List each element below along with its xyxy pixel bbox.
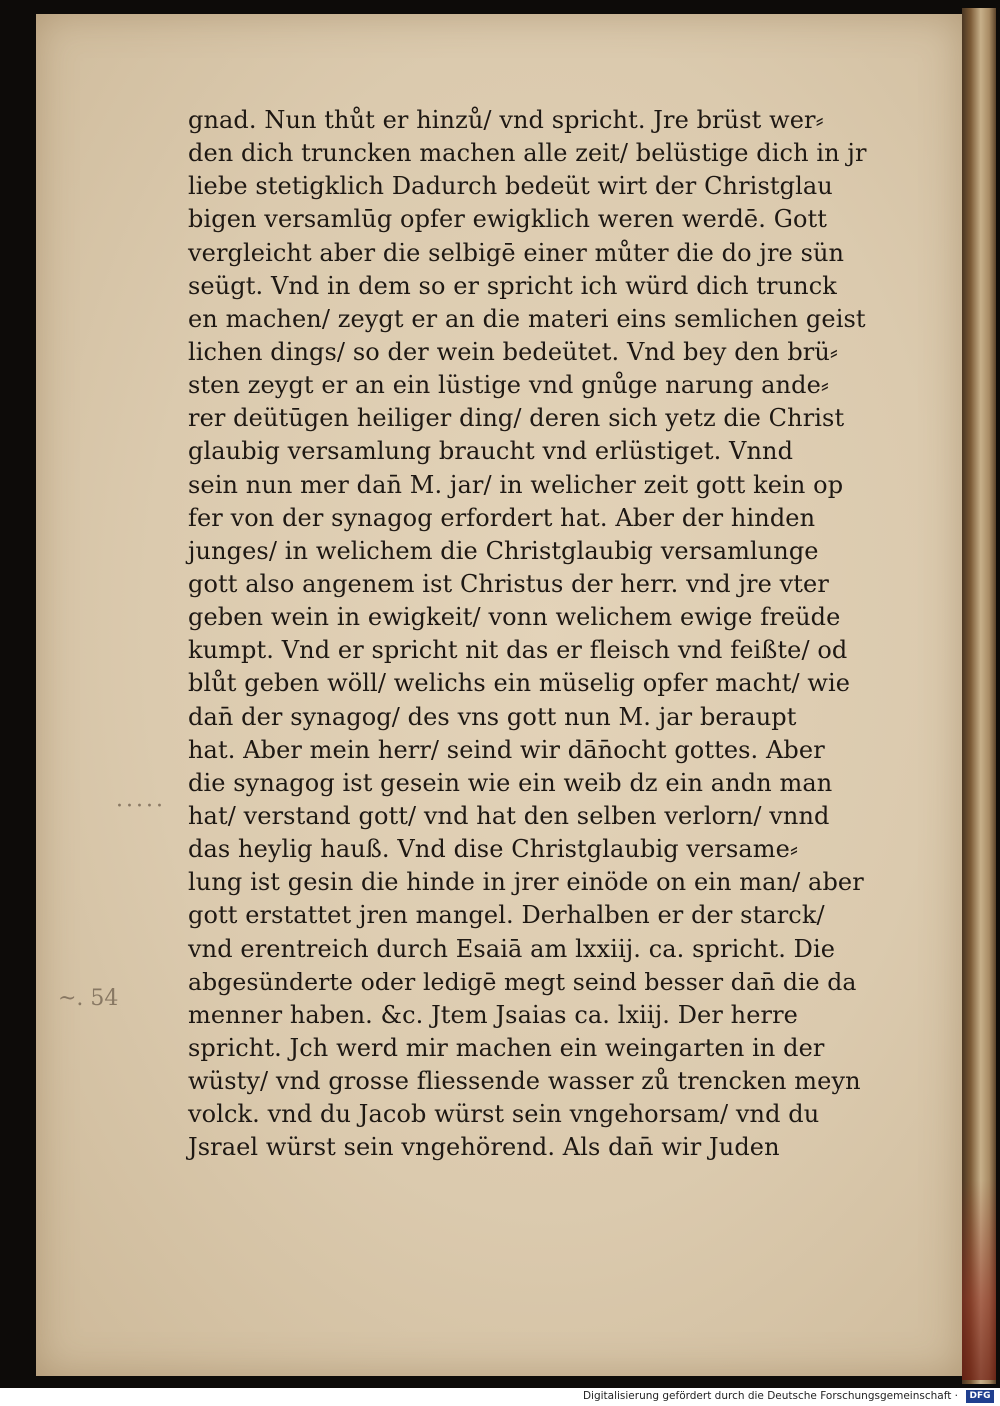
text-line: rer deütūgen heiliger ding/ deren sich yetz die Christ	[188, 404, 845, 433]
text-line: geben wein in ewigkeit/ vonn welichem ewige freüde	[188, 603, 841, 632]
text-line: lichen dings/ so der wein bedeütet. Vnd bey den brü⸗	[188, 337, 839, 366]
footer-credit: Digitalisierung gefördert durch die Deutsche Forschungsgemeinschaft ·	[582, 1390, 958, 1402]
text-line: hat/ verstand gott/ vnd hat den selben verlorn/ vnnd	[188, 801, 830, 830]
text-line: dan̄ der synagog/ des vns gott nun M. jar beraupt	[188, 702, 797, 731]
text-line: sten zeygt er an ein lüstige vnd gnůge narung ande⸗	[188, 371, 829, 400]
text-line: seügt. Vnd in dem so er spricht ich würd dich trunck	[188, 271, 837, 300]
text-line: lung ist gesin die hinde in jrer einöde on ein man/ aber	[188, 868, 864, 897]
text-line: Jsrael würst sein vngehörend. Als dan̄ wir Juden	[188, 1133, 780, 1162]
text-line: gnad. Nun thůt er hinzů/ vnd spricht. Jre brüst wer⸗	[188, 106, 824, 134]
text-line: die synagog ist gesein wie ein weib dz ein andn man	[188, 768, 833, 797]
text-line: hat. Aber mein herr/ seind wir dān̄ocht gottes. Aber	[188, 735, 825, 764]
text-line: vnd erentreich durch Esaiā am lxxiij. ca. spricht. Die	[188, 934, 836, 963]
text-line: volck. vnd du Jacob würst sein vngehorsam/ vnd du	[188, 1100, 820, 1129]
dfg-logo[interactable]: DFG	[966, 1390, 994, 1403]
text-line: bigen versamlūg opfer ewigklich weren werdē. Gott	[188, 205, 828, 234]
page-edge	[962, 8, 996, 1384]
text-line: fer von der synagog erfordert hat. Aber der hinden	[188, 503, 816, 532]
text-line: spricht. Jch werd mir machen ein weingarten in der	[188, 1033, 825, 1062]
text-line: junges/ in welichem die Christglaubig versamlunge	[188, 536, 819, 565]
text-line: gott erstattet jren mangel. Derhalben er der starck/	[188, 901, 825, 930]
page-edge-stain	[962, 1180, 996, 1380]
text-line: liebe stetigklich Dadurch bedeüt wirt der Christglau	[188, 172, 833, 201]
margin-dots: ·····	[116, 794, 166, 819]
text-line: vergleicht aber die selbigē einer můter die do jre sün	[188, 238, 845, 267]
text-line: gott also angenem ist Christus der herr. vnd jre vter	[188, 569, 829, 598]
text-line: abgesünderte oder ledigē megt seind besser dan̄ die da	[188, 967, 857, 996]
text-line: menner haben. &c. Jtem Jsaias ca. lxiij. Der herre	[188, 1000, 798, 1029]
text-line: en machen/ zeygt er an die materi eins semlichen geist	[188, 304, 866, 333]
margin-note: ~. 54	[58, 986, 119, 1011]
text-line: kumpt. Vnd er spricht nit das er fleisch vnd feißte/ od	[188, 636, 848, 665]
text-line: wüsty/ vnd grosse fliessende wasser zů trencken meyn	[188, 1067, 861, 1096]
footer-bar	[0, 1388, 1000, 1406]
text-line: den dich truncken machen alle zeit/ belüstige dich in jr	[188, 139, 867, 168]
body-text	[188, 104, 868, 1165]
text-line: sein nun mer dan̄ M. jar/ in welicher zeit gott kein op	[188, 470, 844, 499]
text-line: das heylig hauß. Vnd dise Christglaubig versame⸗	[188, 835, 799, 864]
text-line: glaubig versamlung braucht vnd erlüstiget. Vnnd	[188, 437, 794, 466]
text-line: blůt geben wöll/ welichs ein müselig opfer macht/ wie	[188, 669, 851, 698]
